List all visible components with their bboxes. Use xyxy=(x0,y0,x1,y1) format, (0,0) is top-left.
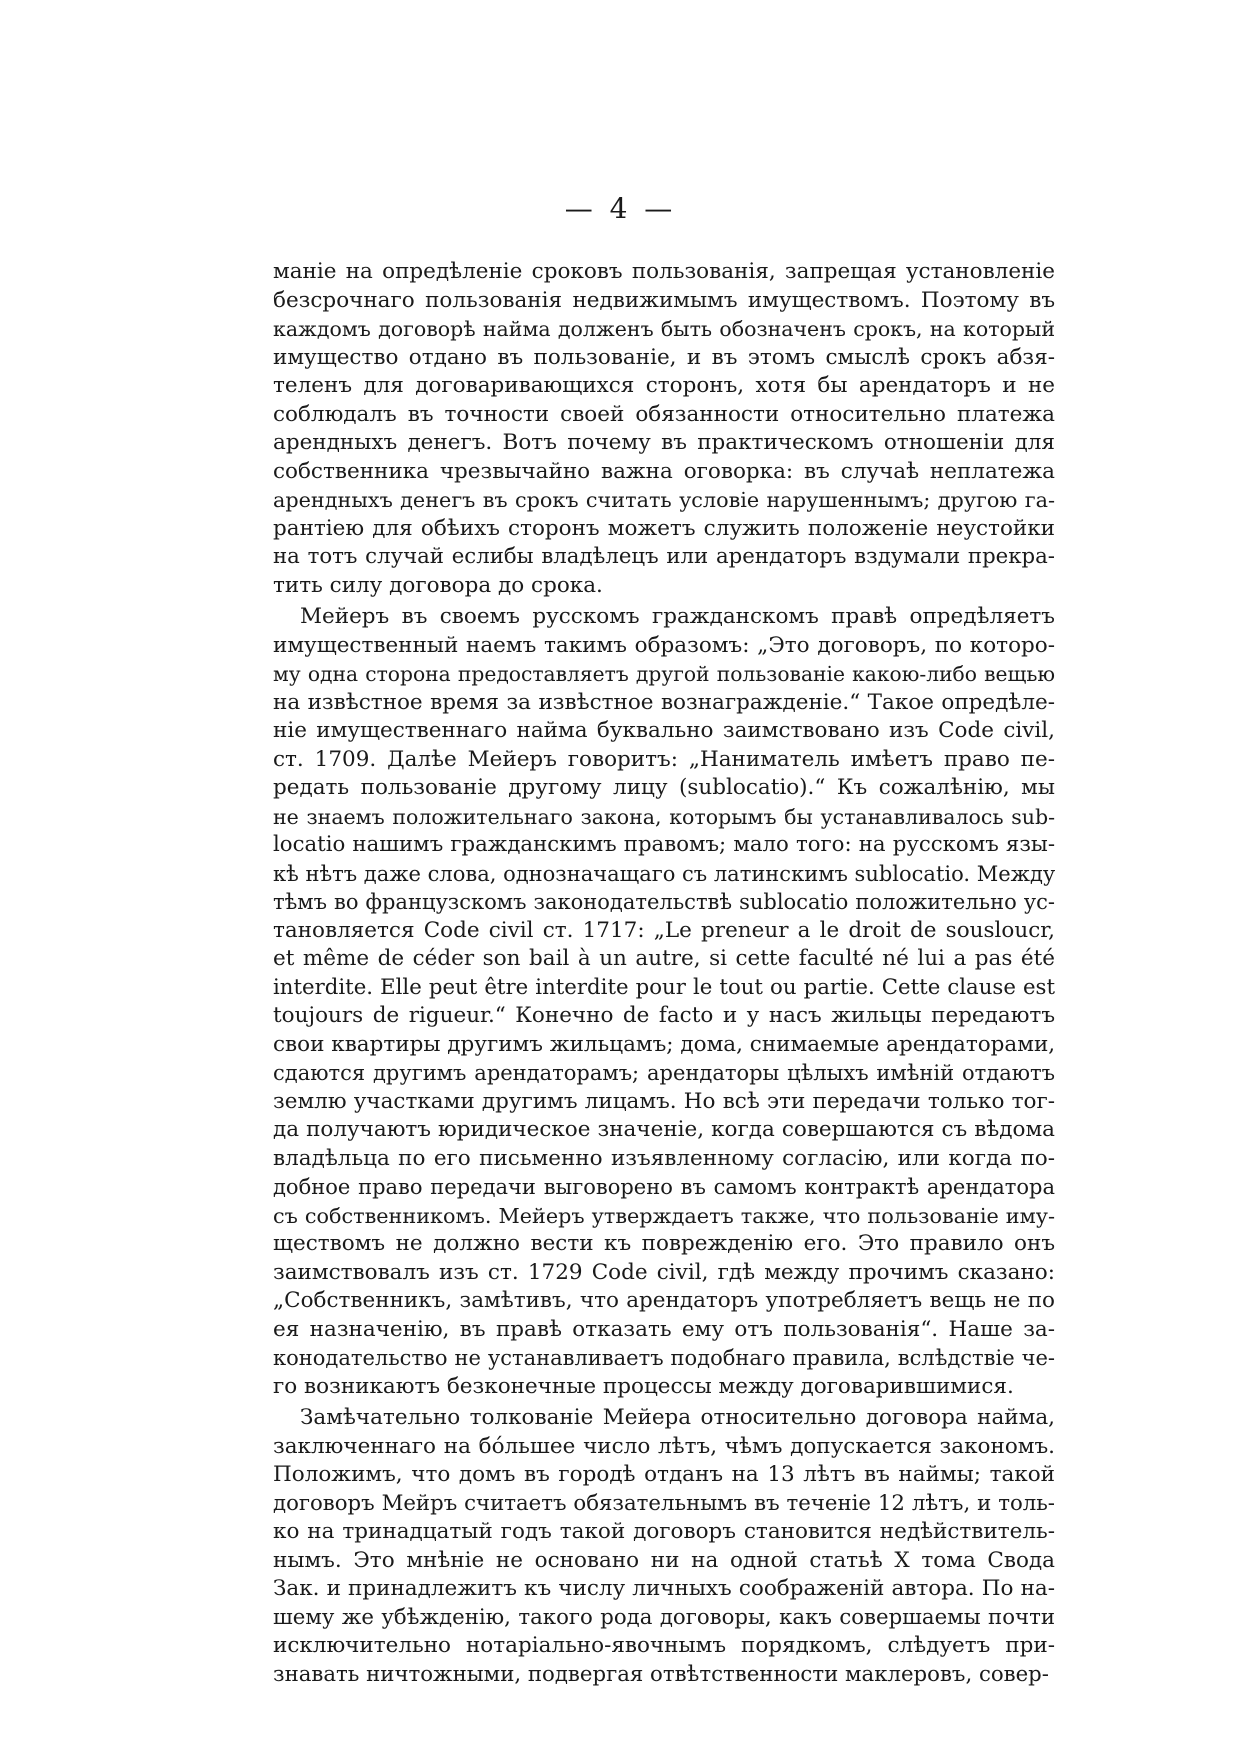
text-line: „Собственникъ, замѣтивъ, что арендаторъ употребляетъ вещь не по xyxy=(273,1288,1055,1313)
text-line: шему же убѣжденію, такого рода договоры, какъ совершаемы почти xyxy=(273,1604,1055,1630)
text-line: знавать ничтожными, подвергая отвѣтственности маклеровъ, совер- xyxy=(273,1661,1049,1687)
paragraph xyxy=(273,1404,1055,1689)
body-text xyxy=(273,258,1055,1692)
text-line: теленъ для договаривающихся сторонъ, хотя бы арендаторъ и не xyxy=(273,373,1055,398)
text-line: арендныхъ денегъ. Вотъ почему въ практическомъ отношеніи для xyxy=(273,430,1055,455)
text-line: каждомъ договорѣ найма долженъ быть обозначенъ срокъ, на который xyxy=(273,317,1055,341)
text-line: договоръ Мейръ считаетъ обязательнымъ въ теченіе 12 лѣтъ, и толь- xyxy=(273,1490,1055,1516)
text-line: соблюдалъ въ точности своей обязанности относительно платежа xyxy=(273,401,1055,427)
text-line: на извѣстное время за извѣстное вознагражденіе.“ Такое опредѣле- xyxy=(273,689,1055,715)
text-line: не знаемъ положительнаго закона, которымъ бы устанавливалось sub- xyxy=(273,804,1055,829)
text-line: interdite. Elle peut être interdite pour le tout ou partie. Cette clause est xyxy=(273,974,1055,1000)
text-line: ея назначенію, въ правѣ отказать ему отъ пользованія“. Наше за- xyxy=(273,1316,1055,1342)
text-line: заключеннаго на бóльшее число лѣтъ, чѣмъ допускается закономъ. xyxy=(273,1433,1055,1459)
text-line: locatio нашимъ гражданскимъ правомъ; мало того: на русскомъ язы- xyxy=(273,832,1055,857)
text-line: конодательство не устанавливаетъ подобнаго правила, вслѣдствіе че- xyxy=(273,1346,1055,1370)
text-line: кѣ нѣтъ даже слова, однозначащаго съ латинскимъ sublocatio. Между xyxy=(273,861,1055,886)
text-line: му одна сторона предоставляетъ другой пользованіе какою-либо вещью xyxy=(273,662,1055,686)
text-line: съ собственникомъ. Мейеръ утверждаетъ также, что пользованіе иму- xyxy=(273,1203,1055,1228)
text-line: тить силу договора до срока. xyxy=(273,572,603,598)
text-line: имущественный наемъ такимъ образомъ: „Это договоръ, по которо- xyxy=(273,632,1055,658)
text-line: на тотъ случай еслибы владѣлецъ или арендаторъ вздумали прекра- xyxy=(273,544,1055,569)
text-line: маніе на опредѣленіе сроковъ пользованія, запрещая установленіе xyxy=(273,259,1055,284)
text-line: добное право передачи выговорено въ самомъ контрактѣ арендатора xyxy=(273,1175,1055,1199)
text-line: ст. 1709. Далѣе Мейеръ говоритъ: „Наниматель имѣетъ право пе- xyxy=(273,746,1055,772)
text-line: Мейеръ въ своемъ русскомъ гражданскомъ правѣ опредѣляетъ xyxy=(300,604,1055,629)
text-line: рантіею для обѣихъ сторонъ можетъ служить положеніе неустойки xyxy=(273,515,1055,541)
text-line: et même de céder son bail à un autre, si cette faculté né lui a pas été xyxy=(273,946,1055,971)
text-line: го возникаютъ безконечные процессы между договарившимися. xyxy=(273,1373,1014,1399)
text-line: тановляется Code civil ст. 1717: „Le preneur a le droit de sousloucr, xyxy=(273,917,1055,943)
text-line: toujours de rigueur.“ Конечно de facto и у насъ жильцы передаютъ xyxy=(273,1003,1055,1028)
text-line: Положимъ, что домъ въ городѣ отданъ на 13 лѣтъ въ наймы; такой xyxy=(273,1462,1055,1487)
text-line: ко на тринадцатый годъ такой договоръ становится недѣйствитель- xyxy=(273,1519,1055,1544)
text-line: Замѣчательно толкованіе Мейера относительно договора найма, xyxy=(300,1405,1055,1430)
text-line: землю участками другимъ лицамъ. Но всѣ эти передачи только тог- xyxy=(273,1088,1055,1114)
text-line: собственника чрезвычайно важна оговорка: въ случаѣ неплатежа xyxy=(273,458,1055,484)
text-line: ществомъ не должно вести къ поврежденію его. Это правило онъ xyxy=(273,1231,1055,1256)
paragraph xyxy=(273,258,1055,600)
text-line: арендныхъ денегъ въ срокъ считать условіе нарушеннымъ; другою га- xyxy=(273,488,1055,512)
paragraph xyxy=(273,603,1055,1401)
text-line: имущество отдано въ пользованіе, и въ этомъ смыслѣ срокъ абзя- xyxy=(273,344,1055,370)
text-line: заимствовалъ изъ ст. 1729 Code civil, гдѣ между прочимъ сказано: xyxy=(273,1259,1055,1285)
text-line: да получаютъ юридическое значеніе, когда совершаются съ вѣдома xyxy=(273,1117,1055,1142)
text-line: безсрочнаго пользованія недвижимымъ имуществомъ. Поэтому въ xyxy=(273,287,1055,313)
text-line: свои квартиры другимъ жильцамъ; дома, снимаемые арендаторами, xyxy=(273,1031,1055,1057)
page-number: — 4 — xyxy=(564,192,677,225)
text-line: сдаются другимъ арендаторамъ; арендаторы цѣлыхъ имѣній отдаютъ xyxy=(273,1061,1055,1085)
text-line: Зак. и принадлежитъ къ числу личныхъ соображеній автора. По на- xyxy=(273,1576,1055,1601)
text-line: нымъ. Это мнѣніе не основано ни на одной статьѣ X тома Свода xyxy=(273,1547,1055,1573)
text-line: редать пользованіе другому лицу (sublocatio).“ Къ сожалѣнію, мы xyxy=(273,775,1055,800)
text-line: владѣльца по его письменно изъявленному согласію, или когда по- xyxy=(273,1145,1055,1171)
text-line: тѣмъ во французскомъ законодательствѣ sublocatio положительно ус- xyxy=(273,890,1055,914)
text-line: ніе имущественнаго найма буквально заимствовано изъ Code civil, xyxy=(273,718,1055,743)
text-line: исключительно нотаріально-явочнымъ порядкомъ, слѣдуетъ при- xyxy=(273,1633,1055,1658)
